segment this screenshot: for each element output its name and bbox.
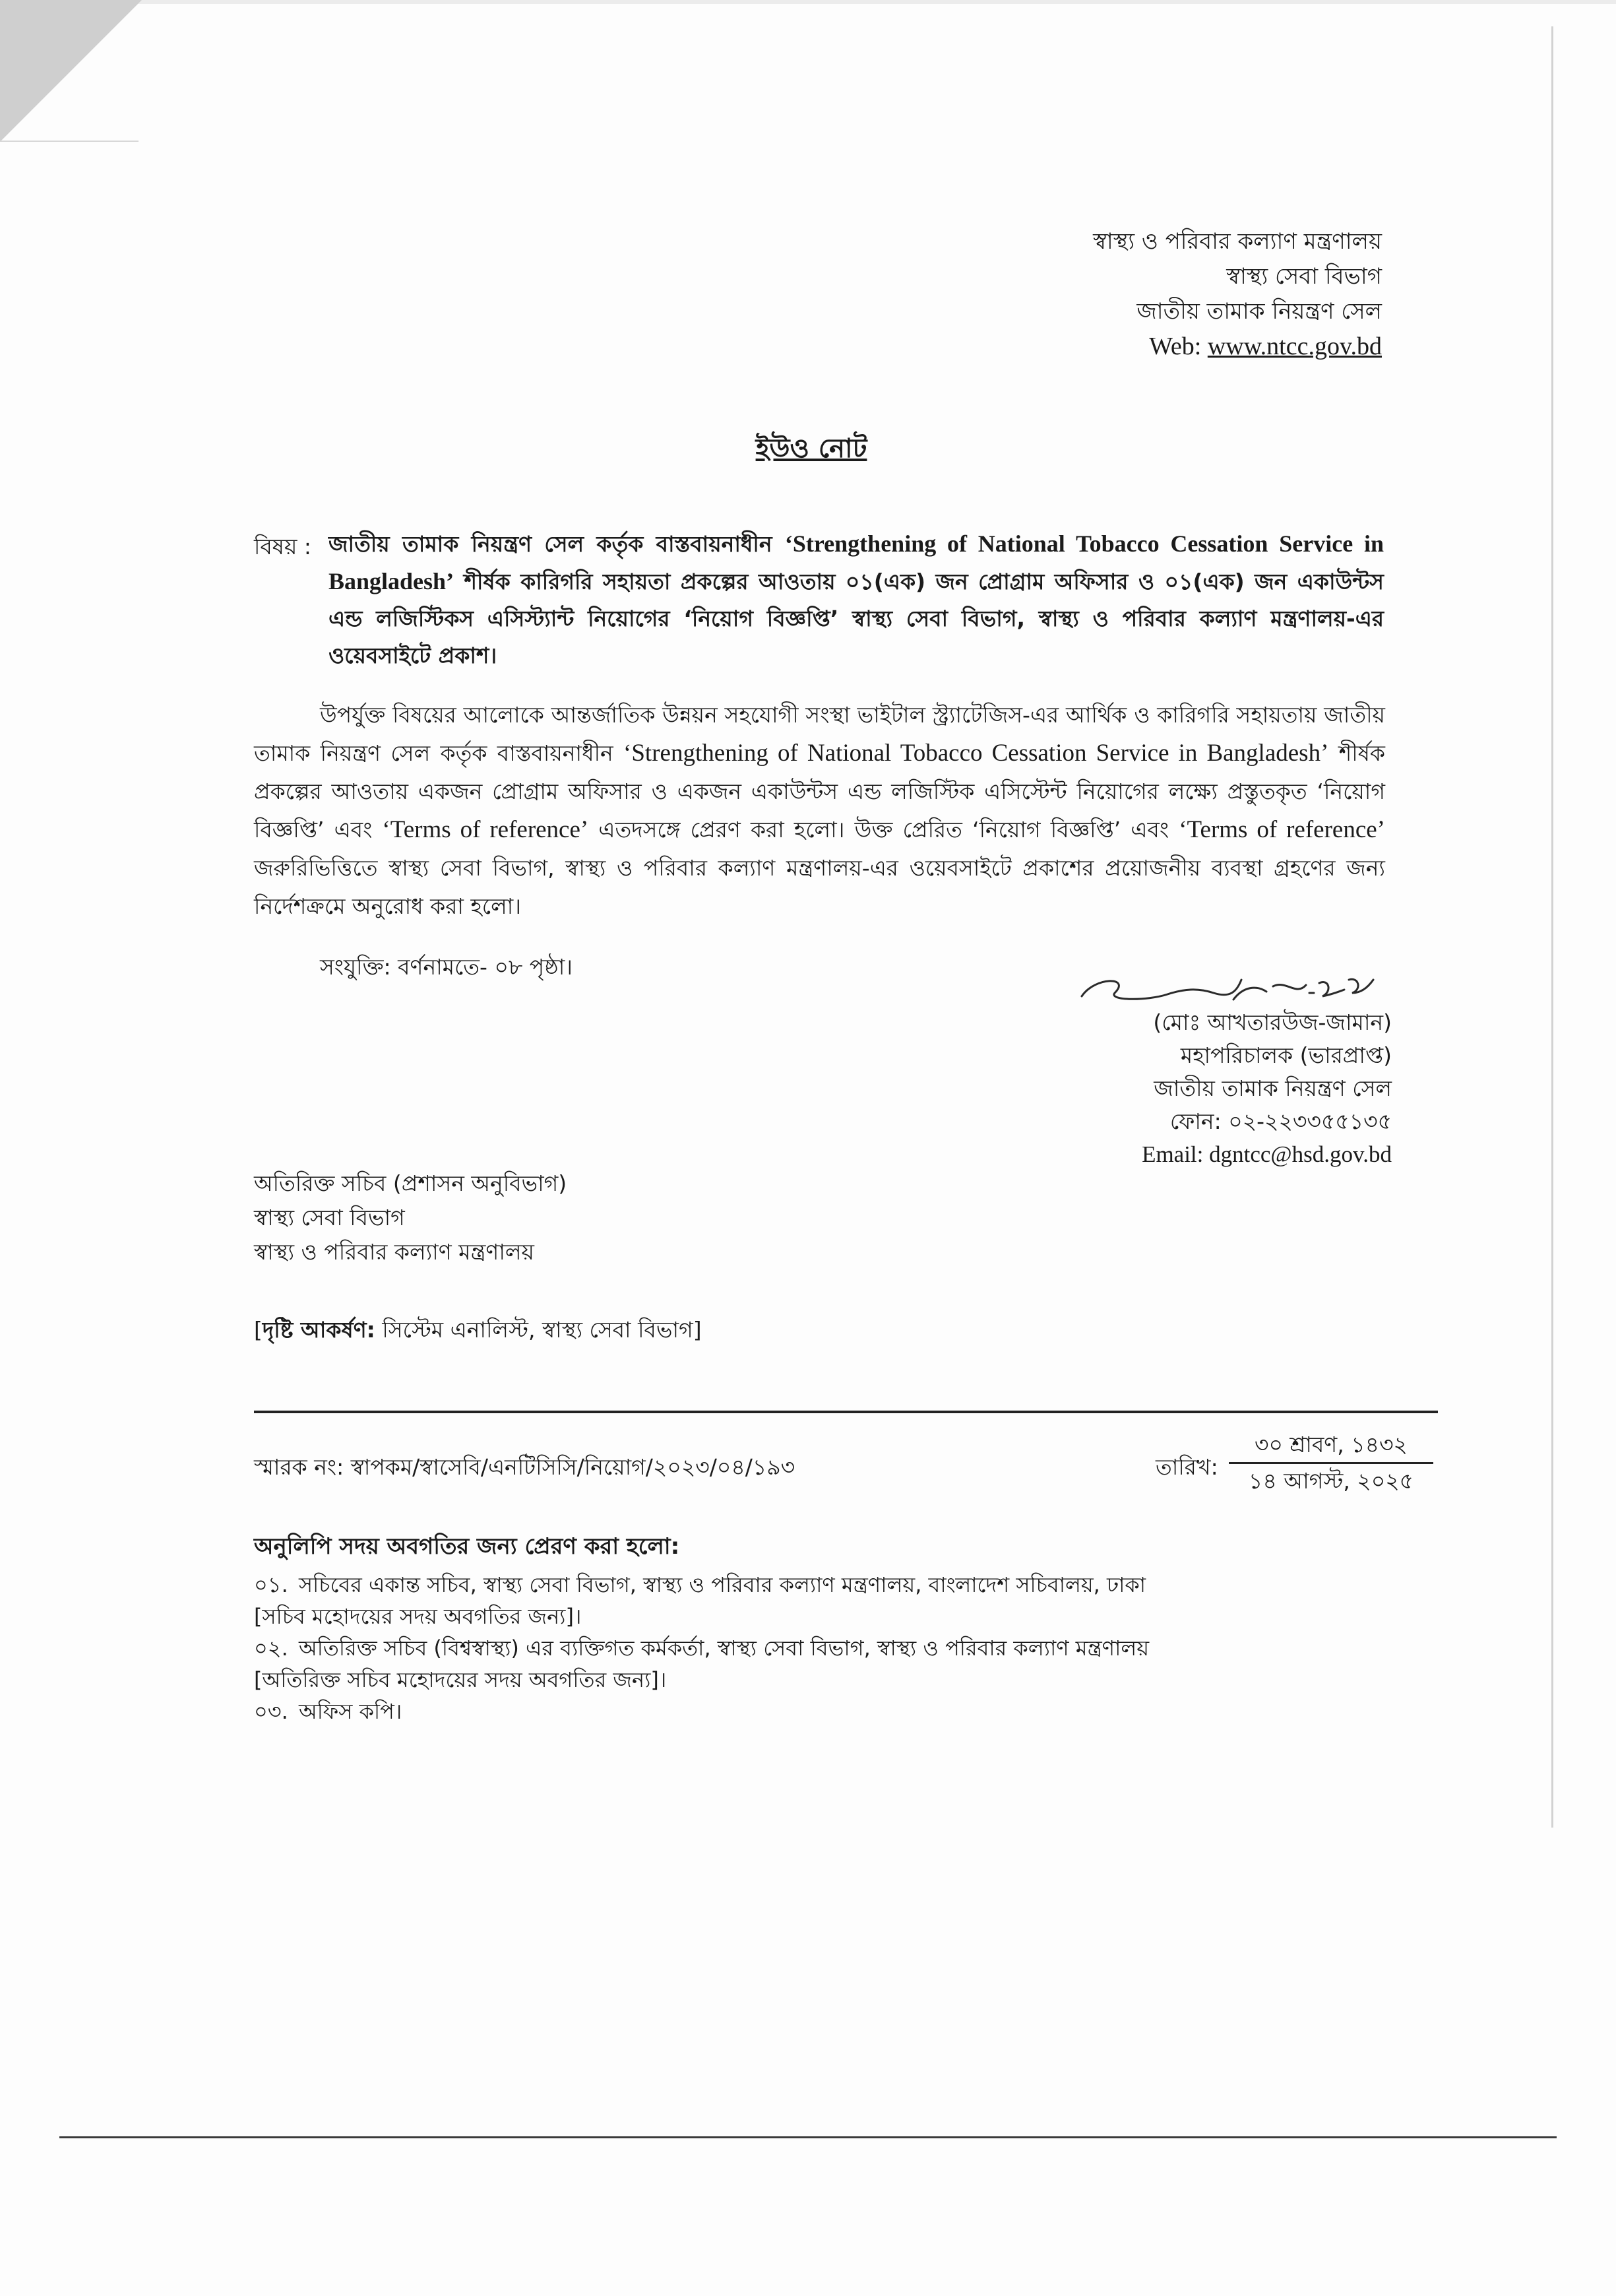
letterhead-division: স্বাস্থ্য সেবা বিভাগ — [1226, 263, 1382, 290]
date-label: তারিখ: — [1156, 1454, 1218, 1480]
copy-item — [254, 1569, 1441, 1601]
body-part3: এতদসঙ্গে প্রেরণ করা হলো। উক্ত প্রেরিত ‘নিয়োগ বিজ্ঞপ্তি’ এবং — [588, 817, 1179, 843]
attention-note: [দৃষ্টি আকর্ষণ: সিস্টেম এনালিস্ট, স্বাস্থ্য সেবা বিভাগ] — [254, 1317, 702, 1343]
scan-bottom-line — [59, 2136, 1557, 2138]
scan-corner-line — [0, 141, 139, 142]
subject-part2: শীর্ষক কারিগরি সহায়তা প্রকল্পের আওতায় ০১(এক) জন প্রোগ্রাম অফিসার ও ০১(এক) জন একাউন্টস এন্ড লজিস্টিকস এসিস্ট্যান্ট নিয়োগের ‘নিয়োগ বিজ্ঞপ্তি’ স্বাস্থ্য সেবা বিভাগ, স্বাস্থ্য ও পরিবার কল্যাণ মন্ত্রণালয়-এর ওয়েবসাইটে প্রকাশ। — [328, 569, 1384, 668]
page-title: ইউও নোট — [755, 433, 867, 464]
body-paragraph — [254, 696, 1385, 926]
attachment-note: সংযুক্তি: বর্ণনামতে- ০৮ পৃষ্ঠা। — [320, 954, 573, 980]
attention-text: সিস্টেম এনালিস্ট, স্বাস্থ্য সেবা বিভাগ — [375, 1317, 693, 1343]
signatory-office: জাতীয় তামাক নিয়ন্ত্রণ সেল — [1154, 1075, 1392, 1101]
body-tor-2: ‘Terms of reference’ — [1179, 816, 1385, 843]
scan-top-edge — [0, 0, 1616, 4]
date-block — [1229, 1430, 1433, 1496]
web-link[interactable]: www.ntcc.gov.bd — [1207, 333, 1382, 360]
subject-label: বিষয় : — [254, 534, 312, 559]
letterhead-web — [1093, 329, 1382, 364]
letterhead — [1093, 224, 1382, 364]
scan-corner-fold — [0, 0, 142, 142]
signatory-email: Email: dgntcc@hsd.gov.bd — [1142, 1141, 1392, 1167]
copy-item — [254, 1696, 1441, 1727]
date-bangla: ৩০ শ্রাবণ, ১৪৩২ — [1254, 1432, 1408, 1457]
body-part2: শীর্ষক প্রকল্পের আওতায় একজন প্রোগ্রাম অফিসার ও একজন একাউন্টস এন্ড লজিস্টিক এসিস্টেন্ট নিয়োগের লক্ষ্যে প্রস্তুতকৃত ‘নিয়োগ বিজ্ঞপ্তি’ এবং — [254, 740, 1385, 843]
recipient-address — [254, 1166, 567, 1269]
divider-rule — [254, 1411, 1438, 1413]
copy-line-1: অফিস কপি। — [299, 1699, 402, 1724]
signatory-phone: ফোন: ০২-২২৩৩৫৫১৩৫ — [1169, 1108, 1392, 1134]
subject-part1: জাতীয় তামাক নিয়ন্ত্রণ সেল কর্তৃক বাস্তবায়নাধীন — [328, 531, 785, 557]
copy-number: ০১. — [254, 1572, 288, 1597]
recipient-line-3: স্বাস্থ্য ও পরিবার কল্যাণ মন্ত্রণালয় — [254, 1239, 534, 1265]
recipient-line-2: স্বাস্থ্য সেবা বিভাগ — [254, 1205, 405, 1230]
letterhead-ministry: স্বাস্থ্য ও পরিবার কল্যাণ মন্ত্রণালয় — [1093, 228, 1382, 255]
copy-line-1: সচিবের একান্ত সচিব, স্বাস্থ্য সেবা বিভাগ, স্বাস্থ্য ও পরিবার কল্যাণ মন্ত্রণালয়, বাংলাদেশ সচিবালয়, ঢাকা — [299, 1572, 1146, 1597]
copies-title: অনুলিপি সদয় অবগতির জন্য প্রেরণ করা হলো: — [254, 1533, 680, 1560]
copies-list — [254, 1569, 1441, 1727]
memo-number: স্মারক নং: স্বাপকম/স্বাসেবি/এনটিসিসি/নিয়োগ/২০২৩/০৪/১৯৩ — [254, 1454, 795, 1480]
date-english: ১৪ আগস্ট, ২০২৫ — [1248, 1468, 1414, 1494]
body-part1: উপর্যুক্ত বিষয়ের আলোকে আন্তর্জাতিক উন্নয়ন সহযোগী সংস্থা ভাইটাল স্ট্র্যাটেজিস-এর আর্থিক ও কারিগরি সহায়তায় জাতীয় তামাক নিয়ন্ত্রণ সেল কর্তৃক বাস্তবায়নাধীন — [254, 702, 1385, 766]
date-divider — [1229, 1462, 1433, 1464]
copy-item-note: [অতিরিক্ত সচিব মহোদয়ের সদয় অবগতির জন্য]। — [254, 1667, 667, 1692]
copy-number: ০২. — [254, 1636, 288, 1661]
recipient-line-1: অতিরিক্ত সচিব (প্রশাসন অনুবিভাগ) — [254, 1170, 567, 1196]
copy-item-note: [সচিব মহোদয়ের সদয় অবগতির জন্য]। — [254, 1604, 582, 1629]
attention-label: দৃষ্টি আকর্ষণ: — [262, 1317, 375, 1343]
signatory-block — [1142, 1006, 1392, 1171]
signatory-designation: মহাপরিচালক (ভারপ্রাপ্ত) — [1180, 1042, 1392, 1068]
letterhead-cell: জাতীয় তামাক নিয়ন্ত্রণ সেল — [1136, 298, 1382, 325]
copy-number: ০৩. — [254, 1699, 288, 1724]
handwritten-signature — [1069, 960, 1398, 1013]
signatory-name: (মোঃ আখতারউজ-জামান) — [1153, 1009, 1392, 1035]
web-label: Web: — [1149, 333, 1208, 360]
subject-text — [328, 525, 1384, 674]
copy-line-1: অতিরিক্ত সচিব (বিশ্বস্বাস্থ্য) এর ব্যক্তিগত কর্মকর্তা, স্বাস্থ্য সেবা বিভাগ, স্বাস্থ্য ও পরিবার কল্যাণ মন্ত্রণালয় — [299, 1636, 1150, 1661]
body-project-name: ‘Strengthening of National Tobacco Cessation Service in Bangladesh’ — [623, 740, 1329, 767]
scan-right-edge — [1551, 26, 1553, 1828]
copy-item — [254, 1632, 1441, 1664]
body-part4: জরুরিভিত্তিতে স্বাস্থ্য সেবা বিভাগ, স্বাস্থ্য ও পরিবার কল্যাণ মন্ত্রণালয়-এর ওয়েবসাইটে প্রকাশের প্রয়োজনীয় ব্যবস্থা গ্রহণের জন্য নির্দেশক্রমে অনুরোধ করা হলো। — [254, 855, 1385, 919]
subject-project-name: ‘Strengthening of National Tobacco Cessation Service in Bangladesh’ — [328, 530, 1384, 594]
body-tor-1: ‘Terms of reference’ — [382, 816, 589, 843]
